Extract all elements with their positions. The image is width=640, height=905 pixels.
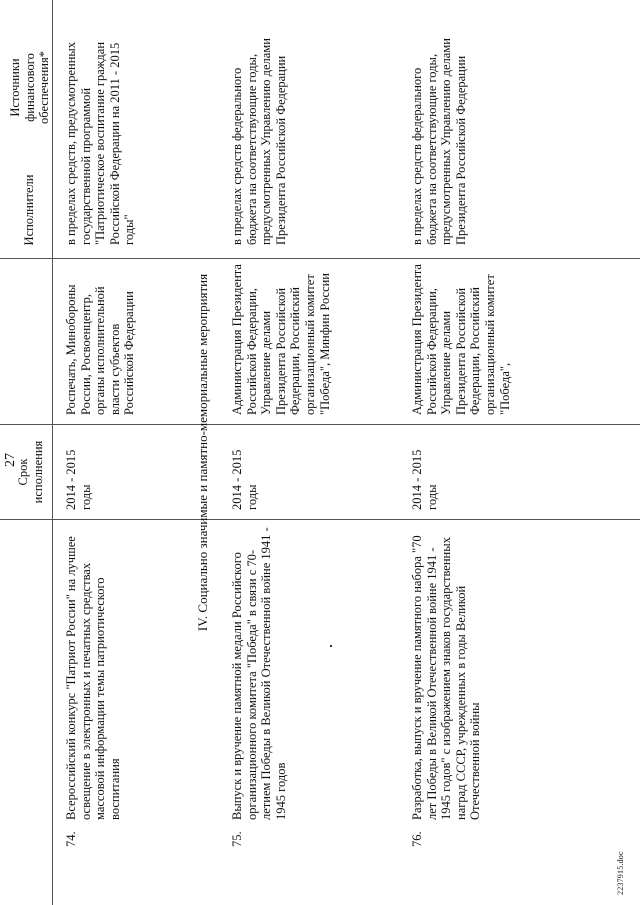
row-76-name: Разработка, выпуск и вручение памятного набора "70 лет Победы в Великой Отечественной войне 1941 - 1945 годов" с изображением знаков государственных наград СССР, учрежденных в годы Великой Отечественной войны: [410, 535, 483, 820]
row-76-executors: Администрация Президента Российской Федерации, Управление делами Президента Российской Федерации, Российский организационный комитет "Победа",: [410, 264, 512, 415]
header-executors: Исполнители: [22, 174, 36, 246]
row-75-term: 2014 - 2015 годы: [230, 449, 259, 510]
row-75-executors: Администрация Президента Российской Федерации, Управление делами Президента Российской Федерации, Российский организационный комитет "Победа", Минфин России: [230, 264, 332, 415]
row-74-sources: в пределах средств, предусмотренных государственной программой "Патриотическое воспитание граждан Российской Федерации на 2011 - 2015 годы": [64, 41, 137, 245]
row-76-number: 76.: [410, 831, 424, 847]
row-74-term: 2014 - 2015 годы: [64, 449, 93, 510]
footer-doc-code: 2237915.doc: [616, 851, 625, 895]
row-75-number: 75.: [230, 831, 244, 847]
column-divider-term-executors: [0, 424, 640, 425]
column-divider-executors-sources: [0, 258, 640, 259]
row-76-term: 2014 - 2015 годы: [410, 449, 439, 510]
page-number: 27: [3, 453, 18, 467]
row-74-executors: Роспечать, Минобороны России, Росвоенцентр, органы исполнительной власти субъектов Российской Федерации: [64, 284, 137, 415]
header-sources: Источники финансового обеспечения*: [8, 51, 52, 124]
scan-speck: [330, 645, 332, 647]
row-75-name: Выпуск и вручение памятной медали Российского организационного комитета "Победа" в связи с 70-летием Победы в Великой Отечественной войне 1941 - 1945 годов: [230, 527, 288, 820]
section-heading: IV. Социально значимые и памятно-мемориальные мероприятия: [195, 273, 210, 632]
row-75-sources: в пределах средств федерального бюджета на соответствующие годы, предусмотренных Управлению делами Президента Российской Федерации: [230, 38, 288, 245]
row-76-sources: в пределах средств федерального бюджета на соответствующие годы, предусмотренных Управлению делами Президента Российской Федерации: [410, 38, 468, 245]
header-term: Срок исполнения: [16, 440, 45, 504]
row-74-number: 74.: [64, 831, 78, 847]
row-74-name: Всероссийский конкурс "Патриот России" на лучшее освещение в электронных и печатных средствах массовой информации темы патриотического воспитания: [64, 536, 122, 820]
header-rule: [52, 0, 53, 905]
